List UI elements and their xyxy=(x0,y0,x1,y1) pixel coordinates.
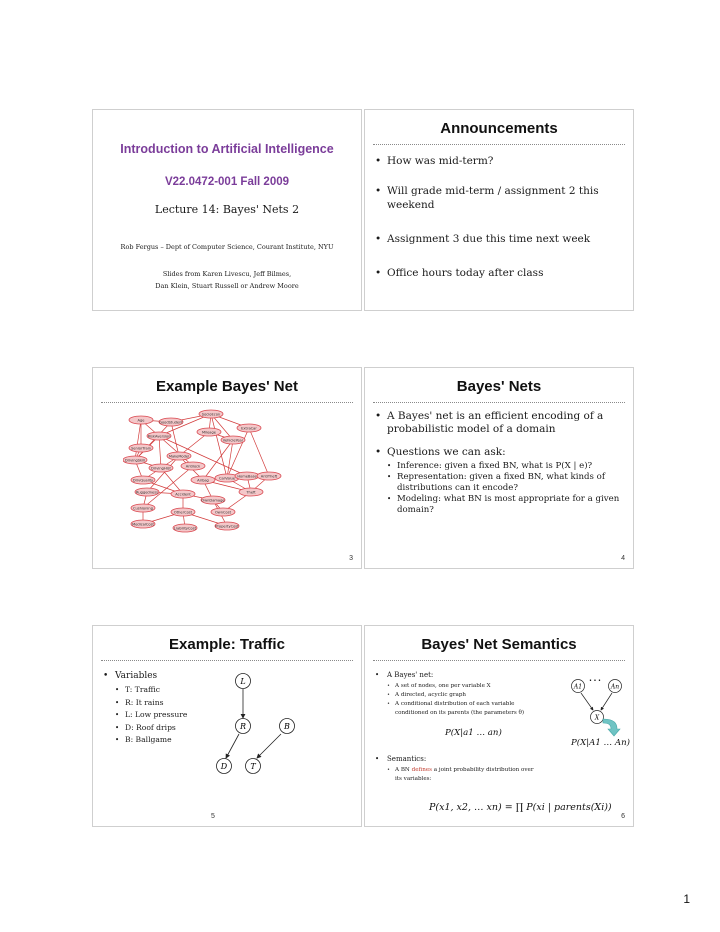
svg-text:A1: A1 xyxy=(573,683,583,691)
course-title: Introduction to Artificial Intelligence xyxy=(120,142,334,156)
highlight-text: defines xyxy=(411,767,433,773)
slide-page-number: 4 xyxy=(621,555,625,562)
svg-text:PropertyCost: PropertyCost xyxy=(215,524,239,529)
svg-text:D: D xyxy=(220,762,228,771)
credits-line-2: Dan Klein, Stuart Russell or Andrew Moore xyxy=(155,282,299,290)
bullet-text: A Bayes' net: xyxy=(387,671,434,679)
svg-text:Antilock: Antilock xyxy=(185,464,201,469)
bullet-item: • Will grade mid-term / assignment 2 this weekend xyxy=(375,184,625,212)
sub-bullet-item: • D: Roof drips xyxy=(115,722,353,735)
slide-example-bayes-net xyxy=(92,367,362,569)
slide-title: Example: Traffic xyxy=(169,636,285,653)
svg-text:HomeBase: HomeBase xyxy=(237,474,257,479)
slide-title: Example Bayes' Net xyxy=(156,378,298,395)
network-edge xyxy=(249,428,269,476)
svg-text:DrivingSkill: DrivingSkill xyxy=(124,458,146,463)
sub-bullet-list xyxy=(387,682,535,718)
network-node xyxy=(129,444,153,452)
svg-text:OwnDamage: OwnDamage xyxy=(201,498,225,503)
page-number: 1 xyxy=(683,892,690,906)
slide-bayes-nets xyxy=(364,367,634,569)
slide-example-traffic xyxy=(92,625,362,827)
svg-text:AntiTheft: AntiTheft xyxy=(260,474,278,479)
svg-text:OwnCost: OwnCost xyxy=(214,510,232,515)
sub-bullet-item: • A directed, acyclic graph xyxy=(387,691,535,700)
svg-text:LiabilityCost: LiabilityCost xyxy=(173,526,197,531)
slide-title: Bayes' Nets xyxy=(456,378,542,395)
network-node xyxy=(235,472,259,480)
title-divider xyxy=(373,660,625,661)
svg-text:B: B xyxy=(284,722,290,731)
svg-text:SeniorTrain: SeniorTrain xyxy=(130,446,152,451)
network-node xyxy=(215,522,239,530)
node-l xyxy=(236,674,251,689)
svg-text:RiskAversion: RiskAversion xyxy=(147,434,171,439)
svg-text:Cushioning: Cushioning xyxy=(133,506,153,511)
node-r xyxy=(236,719,251,734)
sub-bullet-list xyxy=(387,461,625,516)
svg-text:Ruggedness: Ruggedness xyxy=(136,490,158,495)
joint-distribution-formula: P(x1, x2, … xn) = ∏ P(xi | parents(Xi)) xyxy=(429,802,612,813)
sub-bullet-item: • A BN defines a joint probability distribution over its variables: xyxy=(387,766,535,784)
network-node xyxy=(237,424,261,432)
svg-text:Airbag: Airbag xyxy=(197,478,209,483)
slide-title: Announcements xyxy=(440,120,558,137)
svg-text:MakeModel: MakeModel xyxy=(168,454,190,459)
node-b xyxy=(280,719,295,734)
curved-arrow-icon xyxy=(601,716,623,738)
bullet-item xyxy=(375,754,535,784)
edge-a1-x xyxy=(581,693,593,710)
network-node xyxy=(149,464,173,472)
slide-page-number: 3 xyxy=(349,555,353,562)
svg-text:Theft: Theft xyxy=(246,490,256,495)
network-node xyxy=(147,432,171,440)
svg-text:R: R xyxy=(239,722,247,731)
slide-title: Bayes' Net Semantics xyxy=(421,636,577,653)
credits-line-1: Slides from Karen Livescu, Jeff Bilmes, xyxy=(162,270,292,278)
network-node xyxy=(171,508,195,516)
sub-bullet-item: • L: Low pressure xyxy=(115,709,353,722)
lecture-title: Lecture 14: Bayes' Nets 2 xyxy=(154,203,300,216)
network-node xyxy=(135,488,159,496)
slide-title xyxy=(92,109,362,311)
network-node xyxy=(131,520,155,528)
svg-text:OtherCost: OtherCost xyxy=(173,510,193,515)
network-edge xyxy=(143,466,193,508)
bullet-item: • Assignment 3 due this time next week xyxy=(375,232,625,246)
bullet-text: Questions we can ask: xyxy=(387,446,506,458)
network-node xyxy=(159,418,183,426)
svg-text:MedicalCost: MedicalCost xyxy=(132,522,154,527)
network-node xyxy=(221,436,245,444)
network-edge xyxy=(227,428,249,478)
bullet-item: • How was mid-term? xyxy=(375,154,625,168)
svg-text:Mileage: Mileage xyxy=(201,430,217,435)
svg-text:SocioEcon: SocioEcon xyxy=(201,412,221,417)
car-insurance-network-diagram xyxy=(123,408,283,540)
bullet-list xyxy=(375,410,625,516)
svg-text:L: L xyxy=(240,677,246,686)
slide-page-number: 5 xyxy=(211,813,215,820)
svg-text:GoodStudent: GoodStudent xyxy=(159,420,183,425)
edge-r-d xyxy=(226,734,239,758)
network-node xyxy=(123,456,147,464)
svg-text:An: An xyxy=(610,683,620,691)
svg-text:CarValue: CarValue xyxy=(218,476,236,481)
network-node xyxy=(201,496,225,504)
network-node xyxy=(171,490,195,498)
slide-page-number: 6 xyxy=(621,813,625,820)
node-a1 xyxy=(572,680,585,693)
network-node xyxy=(167,452,191,460)
title-divider xyxy=(101,660,353,661)
network-edge xyxy=(227,440,233,478)
bullet-list xyxy=(375,154,625,296)
sub-bullet-item: • R: It rains xyxy=(115,697,353,710)
network-node xyxy=(181,462,205,470)
svg-text:T: T xyxy=(250,762,256,771)
network-node xyxy=(173,524,197,532)
conditional-formula-lower: P(X|a1 … an) xyxy=(445,728,502,738)
traffic-network-diagram xyxy=(215,672,305,776)
svg-text:DrivQuality: DrivQuality xyxy=(132,478,154,483)
svg-text:Age: Age xyxy=(137,418,145,423)
sub-bullet-item: • Representation: given a fixed BN, what kinds of distributions can it encode? xyxy=(387,472,625,494)
conditional-formula-upper: P(X|A1 … An) xyxy=(571,738,630,748)
sub-bullet-item: • T: Traffic xyxy=(115,684,353,697)
credits xyxy=(93,268,361,292)
svg-text:DrivingHist: DrivingHist xyxy=(151,466,171,471)
sub-bullet-item: • Inference: given a fixed BN, what is P(X | e)? xyxy=(387,461,625,472)
network-node xyxy=(211,508,235,516)
node-d xyxy=(217,759,232,774)
title-divider xyxy=(373,144,625,145)
bullet-item xyxy=(375,670,535,718)
bullet-list xyxy=(375,670,535,784)
title-divider xyxy=(373,402,625,403)
node-t xyxy=(246,759,261,774)
bullet-item: • A Bayes' net is an efficient encoding of a probabilistic model of a domain xyxy=(375,410,625,436)
svg-text:VehicleYear: VehicleYear xyxy=(222,438,244,443)
svg-text:X: X xyxy=(594,714,600,722)
edge-b-t xyxy=(257,734,281,758)
sub-bullet-item: • A conditional distribution of each variable conditioned on its parents (the parameters θ) xyxy=(387,700,535,718)
slide-bayes-net-semantics xyxy=(364,625,634,827)
network-edge xyxy=(171,422,179,456)
svg-text:ExtraCar: ExtraCar xyxy=(241,426,257,431)
bullet-text: Variables xyxy=(115,671,158,681)
sub-bullet-item: • Modeling: what BN is most appropriate for a given domain? xyxy=(387,494,625,516)
network-node xyxy=(257,472,281,480)
network-node xyxy=(131,476,155,484)
network-edge xyxy=(159,436,193,466)
sub-bullet-list xyxy=(387,766,535,784)
network-node xyxy=(131,504,155,512)
edge-an-x xyxy=(601,693,612,710)
bullet-text: Semantics: xyxy=(387,755,427,763)
bullet-item xyxy=(375,446,625,516)
network-node xyxy=(129,416,153,424)
title-divider xyxy=(101,402,353,403)
course-code: V22.0472-001 Fall 2009 xyxy=(164,176,290,188)
network-node xyxy=(239,488,263,496)
network-node xyxy=(191,476,215,484)
network-edge xyxy=(159,436,161,468)
sub-bullet-item: • A set of nodes, one per variable X xyxy=(387,682,535,691)
ellipsis: • • • xyxy=(588,678,602,684)
author-line: Rob Fergus – Dept of Computer Science, Courant Institute, NYU xyxy=(120,243,334,251)
slide-announcements xyxy=(364,109,634,311)
svg-text:Accident: Accident xyxy=(175,492,191,497)
network-node xyxy=(199,410,223,418)
node-an xyxy=(609,680,622,693)
bullet-item: • Office hours today after class xyxy=(375,266,625,280)
network-node xyxy=(197,428,221,436)
sub-bullet-item: • B: Ballgame xyxy=(115,734,353,747)
